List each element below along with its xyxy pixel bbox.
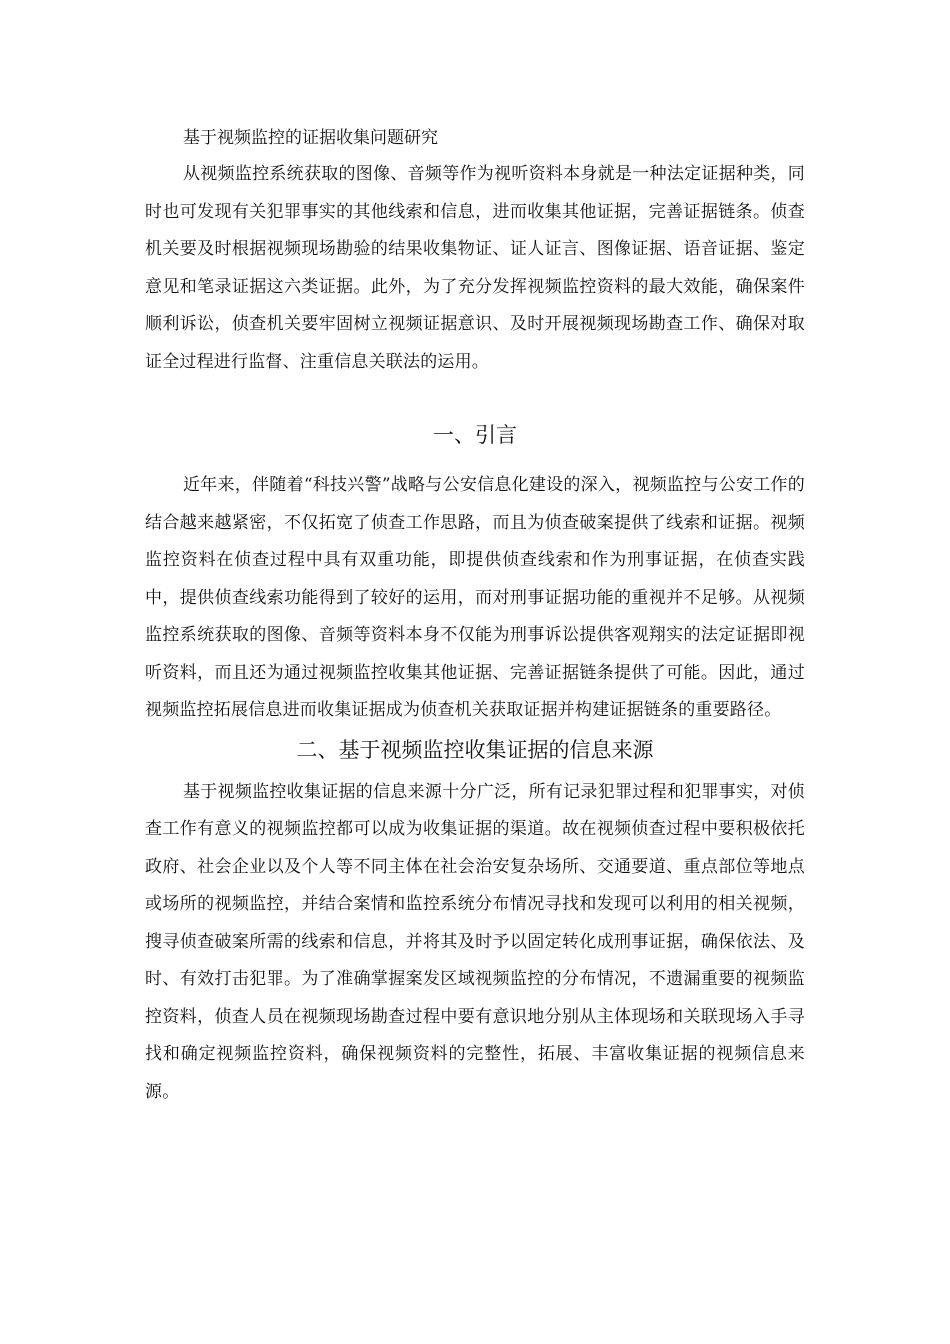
document-title: 基于视频监控的证据收集问题研究: [183, 128, 438, 148]
introduction-paragraph: 近年来，伴随着“科技兴警”战略与公安信息化建设的深入，视频监控与公安工作的结合越来越紧密，不仅拓宽了侦查工作思路，而且为侦查破案提供了线索和证据。视频监控资料在侦查过程中具有双重功能，即提供侦查线索和作为刑事证据，在侦查实践中，提供侦查线索功能得到了较好的运用，而对刑事证据功能的重视并不足够。从视频监控系统获取的图像、音频等资料本身不仅能为刑事诉讼提供客观翔实的法定证据即视听资料，而且还为通过视频监控收集其他证据、完善证据链条提供了可能。因此，通过视频监控拓展信息进而收集证据成为侦查机关获取证据并构建证据链条的重要路径。: [145, 475, 805, 720]
section-heading-introduction: 一、引言: [433, 423, 517, 447]
document-content: [145, 120, 805, 1111]
abstract-paragraph: 从视频监控系统获取的图像、音频等作为视听资料本身就是一种法定证据种类，同时也可发现有关犯罪事实的其他线索和信息，进而收集其他证据，完善证据链条。侦查机关要及时根据视频现场勘验的结果收集物证、证人证言、图像证据、语音证据、鉴定意见和笔录证据这六类证据。此外，为了充分发挥视频监控资料的最大效能，确保案件顺利诉讼，侦查机关要牢固树立视频证据意识、及时开展视频现场勘查工作、确保对取证全过程进行监督、注重信息关联法的运用。: [145, 164, 805, 372]
section-heading-information-sources: 二、基于视频监控收集证据的信息来源: [296, 737, 654, 762]
information-sources-paragraph: 基于视频监控收集证据的信息来源十分广泛，所有记录犯罪过程和犯罪事实，对侦查工作有意义的视频监控都可以成为收集证据的渠道。故在视频侦查过程中要积极依托政府、社会企业以及个人等不同主体在社会治安复杂场所、交通要道、重点部位等地点或场所的视频监控，并结合案情和监控系统分布情况寻找和发现可以利用的相关视频，搜寻侦查破案所需的线索和信息，并将其及时予以固定转化成刑事证据，确保依法、及时、有效打击犯罪。为了准确掌握案发区域视频监控的分布情况，不遗漏重要的视频监控资料，侦查人员在视频现场勘查过程中要有意识地分别从主体现场和关联现场入手寻找和确定视频监控资料，确保视频资料的完整性，拓展、丰富收集证据的视频信息来源。: [145, 781, 805, 1102]
